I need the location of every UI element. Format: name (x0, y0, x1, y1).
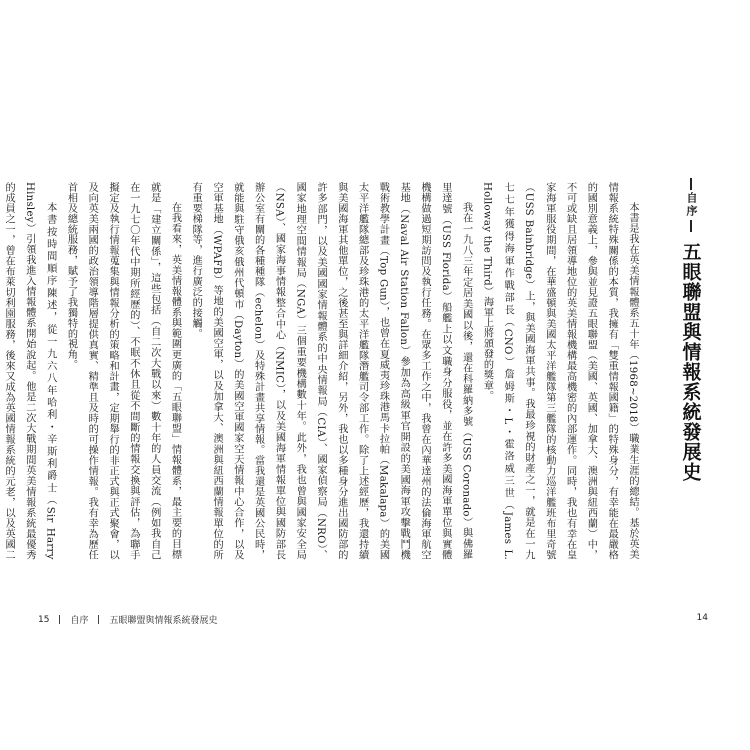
label-rule-top (690, 178, 692, 190)
paragraph-1: 本書是我在英美情報體系五十年（1968~2018）職業生涯的總結。基於英美情報系統特殊關係的本質，我擁有「雙重情報國籍」的特殊身分，有幸能在最嚴格的國別意義上，參與並見證五眼聯盟（美國、英國、加拿大、澳洲與紐西蘭）中，不可或缺且居領導地位的英美情報機構最高機密的內部運作。同時，我也有幸在皇家海軍服役期間，在華盛頓與美國太平洋艦隊第三艦隊的核動力巡洋艦班布里奇號（USS Bainbridge）上，與美國海軍共事。我最珍視的財產之一，就是在一九七七年獲得海軍作戰部長（CNO）詹姆斯・L・霍洛威三世（James L. Holloway the Third）海軍上將頒發的獎章。 (481, 182, 638, 560)
chapter-header (676, 178, 706, 482)
right-page-number: 14 (696, 613, 708, 623)
paragraph-3: 在我看來，英美情報體系與範圍更廣的「五眼聯盟」情報體系，最主要的目標就是「建立關係」，這些包括（自二次大戰以來）數十年的人員交流（例如我自己在一九七〇年代中期所經歷的）、不眠不休且從不間斷的情報交換與評估，為聯手擬定及執行情報蒐集與情報分析的策略和計畫，定期舉行的非正式與正式聚會，以及向英美兩國的政治領導階層提供真實、精準且及時的可操作情報。我有幸為歷任首相及總統服務，賦予了我獨特的視角。 (65, 182, 181, 560)
chapter-title: 五眼聯盟與情報系統發展史 (679, 242, 702, 482)
left-page-number: 15 (38, 614, 50, 625)
footer-divider (98, 615, 99, 624)
section-label: 自序 (685, 192, 698, 218)
footer-book-title: 五眼聯盟與情報系統發展史 (109, 616, 218, 626)
section-label-block (683, 178, 699, 232)
paragraph-4: 本書按時間順序陳述，從一九六八年哈利・辛斯利爵士（Sir Harry Hinsley）引領我進入情報體系開始說起。他是二次大戰期間英美情報系統最優秀的成員之一，曾在布萊切利園服務，後來又成為英國情報系統的元老，以及英國二 (3, 182, 56, 560)
body-text (3, 182, 642, 560)
paragraph-2: 我在一九八三年定居美國以後，還在科羅納多號（USS Coronado）與佛羅里達號（USS Florida）船艦上以文職身分服役，並在許多美國海軍單位與實體機構做過短期訪問及執行任務。在眾多工作之中，我曾在內華達州的法倫海軍航空基地（Naval Air Station Fallon）參加為高級軍官開設的美國海軍攻擊戰鬥機戰術教學計畫（Top Gun），也曾在夏威夷珍珠港馬卡拉帕（Makalapa）的美國太平洋艦隊總部及珍珠港的太平洋艦隊潛艦司令部工作。除了上述經歷，我還持續與美國海軍其他單位，之後甚至與詳細介紹，另外，我也以多種身分進出國防部的許多部門，以及美國國家情報體系的中央情報局（CIA）、國家偵察局（NRO）、國家地理空間情報局（NGA）三個重要機構數十年。此外，我也曾與國家安全局（NSA）、國家海事情報整合中心（NMIC），以及美國海軍情報單位與國防部長辦公室有關的各種種隊（echelon）及特殊計畫共享情報。當我還是英國公民時，就能與駐守俄亥俄州代頓市（Dayton）的美國空軍國家空天情報中心合作，以及空軍基地（WPAFB）等地的美國空軍，以及加拿大、澳洲與紐西蘭情報單位的所有重要梯隊等，進行廣泛的接觸。 (190, 182, 472, 560)
footer-section: 自序 (70, 616, 89, 626)
footer-divider (59, 615, 60, 624)
label-rule-bottom (690, 220, 692, 232)
left-page-footer (38, 613, 217, 626)
